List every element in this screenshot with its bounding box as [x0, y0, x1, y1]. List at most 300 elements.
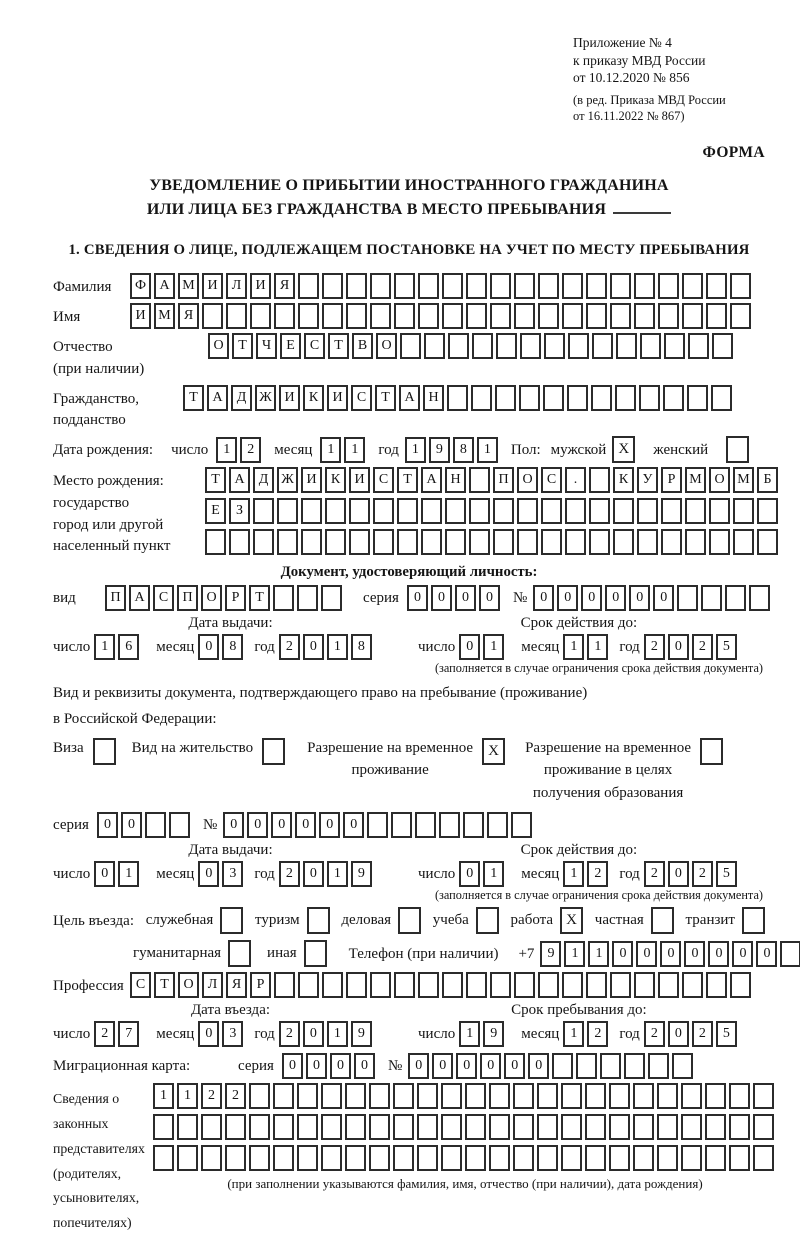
char-cell[interactable]: [321, 1114, 342, 1140]
char-cell[interactable]: 0: [636, 941, 657, 967]
char-cell[interactable]: [705, 1114, 726, 1140]
char-cell[interactable]: [729, 1114, 750, 1140]
char-cell[interactable]: [709, 529, 730, 555]
char-cell[interactable]: 8: [222, 634, 243, 660]
char-cell[interactable]: [466, 303, 487, 329]
char-cell[interactable]: [469, 467, 490, 493]
char-cell[interactable]: [657, 1145, 678, 1171]
char-cell[interactable]: 2: [587, 861, 608, 887]
char-cell[interactable]: [657, 1114, 678, 1140]
char-cell[interactable]: Д: [253, 467, 274, 493]
char-cell[interactable]: [489, 1083, 510, 1109]
char-cell[interactable]: [688, 333, 709, 359]
char-cell[interactable]: [537, 1083, 558, 1109]
char-cell[interactable]: [297, 1145, 318, 1171]
char-cell[interactable]: [202, 303, 223, 329]
char-cell[interactable]: 0: [612, 941, 633, 967]
char-cell[interactable]: 0: [223, 812, 244, 838]
char-cell[interactable]: [712, 333, 733, 359]
char-cell[interactable]: [586, 303, 607, 329]
char-cell[interactable]: 1: [477, 437, 498, 463]
char-cell[interactable]: 0: [668, 1021, 689, 1047]
char-cell[interactable]: [706, 303, 727, 329]
char-cell[interactable]: [226, 303, 247, 329]
humanitarian-checkbox[interactable]: [228, 940, 251, 967]
char-cell[interactable]: [682, 303, 703, 329]
char-cell[interactable]: [442, 303, 463, 329]
char-cell[interactable]: [701, 585, 722, 611]
char-cell[interactable]: [249, 1083, 270, 1109]
char-cell[interactable]: [565, 529, 586, 555]
business-checkbox[interactable]: [220, 907, 243, 934]
char-cell[interactable]: 8: [453, 437, 474, 463]
char-cell[interactable]: 2: [692, 861, 713, 887]
char-cell[interactable]: 6: [118, 634, 139, 660]
char-cell[interactable]: [513, 1083, 534, 1109]
char-cell[interactable]: [585, 1083, 606, 1109]
char-cell[interactable]: [345, 1145, 366, 1171]
char-cell[interactable]: 0: [668, 634, 689, 660]
char-cell[interactable]: [394, 273, 415, 299]
char-cell[interactable]: [463, 812, 484, 838]
char-cell[interactable]: [672, 1053, 693, 1079]
char-cell[interactable]: [370, 972, 391, 998]
char-cell[interactable]: 0: [198, 634, 219, 660]
char-cell[interactable]: З: [229, 498, 250, 524]
char-cell[interactable]: [490, 972, 511, 998]
char-cell[interactable]: [639, 385, 660, 411]
char-cell[interactable]: [346, 273, 367, 299]
char-cell[interactable]: Е: [280, 333, 301, 359]
char-cell[interactable]: [441, 1114, 462, 1140]
char-cell[interactable]: Ч: [256, 333, 277, 359]
char-cell[interactable]: [729, 1083, 750, 1109]
char-cell[interactable]: [301, 498, 322, 524]
char-cell[interactable]: [561, 1083, 582, 1109]
char-cell[interactable]: 2: [225, 1083, 246, 1109]
char-cell[interactable]: 0: [459, 634, 480, 660]
char-cell[interactable]: 1: [327, 861, 348, 887]
char-cell[interactable]: И: [279, 385, 300, 411]
char-cell[interactable]: [367, 812, 388, 838]
char-cell[interactable]: 0: [354, 1053, 375, 1079]
char-cell[interactable]: К: [303, 385, 324, 411]
char-cell[interactable]: [664, 333, 685, 359]
char-cell[interactable]: Т: [154, 972, 175, 998]
char-cell[interactable]: Р: [250, 972, 271, 998]
char-cell[interactable]: 0: [198, 1021, 219, 1047]
char-cell[interactable]: 1: [405, 437, 426, 463]
char-cell[interactable]: [576, 1053, 597, 1079]
residence-permit-checkbox[interactable]: [262, 738, 285, 765]
char-cell[interactable]: [634, 972, 655, 998]
char-cell[interactable]: [394, 972, 415, 998]
char-cell[interactable]: .: [565, 467, 586, 493]
char-cell[interactable]: [610, 972, 631, 998]
char-cell[interactable]: 2: [692, 634, 713, 660]
char-cell[interactable]: [249, 1145, 270, 1171]
char-cell[interactable]: 0: [303, 634, 324, 660]
char-cell[interactable]: [325, 498, 346, 524]
char-cell[interactable]: 1: [483, 634, 504, 660]
char-cell[interactable]: Я: [226, 972, 247, 998]
char-cell[interactable]: Л: [202, 972, 223, 998]
char-cell[interactable]: О: [709, 467, 730, 493]
char-cell[interactable]: [729, 1145, 750, 1171]
char-cell[interactable]: 9: [540, 941, 561, 967]
char-cell[interactable]: 1: [216, 437, 237, 463]
char-cell[interactable]: Н: [423, 385, 444, 411]
study-checkbox[interactable]: [476, 907, 499, 934]
char-cell[interactable]: [249, 1114, 270, 1140]
char-cell[interactable]: Т: [232, 333, 253, 359]
char-cell[interactable]: 2: [94, 1021, 115, 1047]
char-cell[interactable]: И: [301, 467, 322, 493]
char-cell[interactable]: [562, 273, 583, 299]
char-cell[interactable]: [489, 1145, 510, 1171]
char-cell[interactable]: 2: [692, 1021, 713, 1047]
char-cell[interactable]: 2: [240, 437, 261, 463]
char-cell[interactable]: [490, 303, 511, 329]
char-cell[interactable]: [417, 1114, 438, 1140]
char-cell[interactable]: [517, 498, 538, 524]
char-cell[interactable]: [753, 1114, 774, 1140]
char-cell[interactable]: К: [325, 467, 346, 493]
char-cell[interactable]: 0: [629, 585, 650, 611]
char-cell[interactable]: [552, 1053, 573, 1079]
char-cell[interactable]: 1: [563, 634, 584, 660]
char-cell[interactable]: 1: [94, 634, 115, 660]
char-cell[interactable]: 1: [153, 1083, 174, 1109]
char-cell[interactable]: [273, 585, 294, 611]
char-cell[interactable]: [609, 1114, 630, 1140]
temp-permit-checkbox[interactable]: X: [482, 738, 505, 765]
char-cell[interactable]: У: [637, 467, 658, 493]
char-cell[interactable]: 8: [351, 634, 372, 660]
char-cell[interactable]: 1: [459, 1021, 480, 1047]
char-cell[interactable]: [322, 303, 343, 329]
char-cell[interactable]: 5: [716, 861, 737, 887]
char-cell[interactable]: [682, 273, 703, 299]
char-cell[interactable]: 0: [668, 861, 689, 887]
char-cell[interactable]: [609, 1083, 630, 1109]
char-cell[interactable]: А: [154, 273, 175, 299]
char-cell[interactable]: [417, 1145, 438, 1171]
char-cell[interactable]: [685, 498, 706, 524]
char-cell[interactable]: 0: [121, 812, 142, 838]
char-cell[interactable]: Н: [445, 467, 466, 493]
char-cell[interactable]: 0: [557, 585, 578, 611]
char-cell[interactable]: 5: [716, 634, 737, 660]
char-cell[interactable]: [349, 498, 370, 524]
char-cell[interactable]: [253, 498, 274, 524]
char-cell[interactable]: [538, 273, 559, 299]
char-cell[interactable]: П: [177, 585, 198, 611]
char-cell[interactable]: [753, 1083, 774, 1109]
char-cell[interactable]: [511, 812, 532, 838]
char-cell[interactable]: [325, 529, 346, 555]
char-cell[interactable]: [634, 303, 655, 329]
char-cell[interactable]: 0: [306, 1053, 327, 1079]
char-cell[interactable]: К: [613, 467, 634, 493]
sex-female-checkbox[interactable]: [726, 436, 749, 463]
char-cell[interactable]: 2: [587, 1021, 608, 1047]
char-cell[interactable]: [610, 273, 631, 299]
char-cell[interactable]: [298, 273, 319, 299]
char-cell[interactable]: [514, 972, 535, 998]
char-cell[interactable]: М: [733, 467, 754, 493]
char-cell[interactable]: [394, 303, 415, 329]
char-cell[interactable]: [561, 1145, 582, 1171]
char-cell[interactable]: [711, 385, 732, 411]
char-cell[interactable]: М: [685, 467, 706, 493]
private-checkbox[interactable]: [651, 907, 674, 934]
char-cell[interactable]: 0: [480, 1053, 501, 1079]
char-cell[interactable]: О: [517, 467, 538, 493]
char-cell[interactable]: П: [493, 467, 514, 493]
char-cell[interactable]: [273, 1145, 294, 1171]
char-cell[interactable]: 2: [279, 1021, 300, 1047]
char-cell[interactable]: [592, 333, 613, 359]
commercial-checkbox[interactable]: [398, 907, 421, 934]
char-cell[interactable]: [322, 273, 343, 299]
char-cell[interactable]: М: [178, 273, 199, 299]
char-cell[interactable]: [705, 1145, 726, 1171]
char-cell[interactable]: [565, 498, 586, 524]
transit-checkbox[interactable]: [742, 907, 765, 934]
char-cell[interactable]: [229, 529, 250, 555]
char-cell[interactable]: [297, 1083, 318, 1109]
char-cell[interactable]: [591, 385, 612, 411]
char-cell[interactable]: [544, 333, 565, 359]
char-cell[interactable]: [490, 273, 511, 299]
char-cell[interactable]: [706, 273, 727, 299]
char-cell[interactable]: [439, 812, 460, 838]
char-cell[interactable]: 0: [432, 1053, 453, 1079]
char-cell[interactable]: Т: [397, 467, 418, 493]
char-cell[interactable]: 9: [351, 1021, 372, 1047]
char-cell[interactable]: 0: [330, 1053, 351, 1079]
char-cell[interactable]: [513, 1114, 534, 1140]
char-cell[interactable]: 0: [456, 1053, 477, 1079]
char-cell[interactable]: [201, 1145, 222, 1171]
char-cell[interactable]: 0: [459, 861, 480, 887]
char-cell[interactable]: С: [373, 467, 394, 493]
char-cell[interactable]: 0: [319, 812, 340, 838]
char-cell[interactable]: 0: [431, 585, 452, 611]
char-cell[interactable]: Т: [205, 467, 226, 493]
char-cell[interactable]: [369, 1083, 390, 1109]
char-cell[interactable]: С: [130, 972, 151, 998]
char-cell[interactable]: [397, 529, 418, 555]
char-cell[interactable]: 0: [295, 812, 316, 838]
char-cell[interactable]: [677, 585, 698, 611]
char-cell[interactable]: 0: [684, 941, 705, 967]
char-cell[interactable]: [585, 1145, 606, 1171]
char-cell[interactable]: [277, 498, 298, 524]
char-cell[interactable]: Я: [274, 273, 295, 299]
char-cell[interactable]: 1: [327, 634, 348, 660]
char-cell[interactable]: [466, 972, 487, 998]
char-cell[interactable]: [520, 333, 541, 359]
char-cell[interactable]: [640, 333, 661, 359]
char-cell[interactable]: 1: [588, 941, 609, 967]
char-cell[interactable]: [201, 1114, 222, 1140]
char-cell[interactable]: [538, 303, 559, 329]
char-cell[interactable]: [321, 1083, 342, 1109]
char-cell[interactable]: [633, 1145, 654, 1171]
char-cell[interactable]: [757, 498, 778, 524]
char-cell[interactable]: 0: [407, 585, 428, 611]
char-cell[interactable]: [709, 498, 730, 524]
char-cell[interactable]: 1: [320, 437, 341, 463]
char-cell[interactable]: [658, 303, 679, 329]
char-cell[interactable]: И: [130, 303, 151, 329]
char-cell[interactable]: 2: [644, 861, 665, 887]
char-cell[interactable]: [298, 303, 319, 329]
char-cell[interactable]: [145, 812, 166, 838]
char-cell[interactable]: [373, 498, 394, 524]
char-cell[interactable]: С: [541, 467, 562, 493]
char-cell[interactable]: [589, 467, 610, 493]
char-cell[interactable]: [589, 498, 610, 524]
char-cell[interactable]: [561, 1114, 582, 1140]
char-cell[interactable]: А: [229, 467, 250, 493]
char-cell[interactable]: [658, 972, 679, 998]
char-cell[interactable]: [441, 1145, 462, 1171]
char-cell[interactable]: [487, 812, 508, 838]
char-cell[interactable]: [493, 498, 514, 524]
char-cell[interactable]: [637, 498, 658, 524]
char-cell[interactable]: [780, 941, 800, 967]
char-cell[interactable]: [471, 385, 492, 411]
char-cell[interactable]: [465, 1114, 486, 1140]
char-cell[interactable]: [373, 529, 394, 555]
char-cell[interactable]: [349, 529, 370, 555]
char-cell[interactable]: [637, 529, 658, 555]
char-cell[interactable]: [397, 498, 418, 524]
visa-checkbox[interactable]: [93, 738, 116, 765]
char-cell[interactable]: [445, 498, 466, 524]
char-cell[interactable]: [345, 1114, 366, 1140]
char-cell[interactable]: [706, 972, 727, 998]
char-cell[interactable]: [513, 1145, 534, 1171]
char-cell[interactable]: [681, 1083, 702, 1109]
char-cell[interactable]: 0: [504, 1053, 525, 1079]
char-cell[interactable]: [589, 529, 610, 555]
char-cell[interactable]: 0: [97, 812, 118, 838]
char-cell[interactable]: [609, 1145, 630, 1171]
char-cell[interactable]: [568, 333, 589, 359]
char-cell[interactable]: [273, 1083, 294, 1109]
char-cell[interactable]: [421, 529, 442, 555]
char-cell[interactable]: А: [399, 385, 420, 411]
char-cell[interactable]: А: [421, 467, 442, 493]
char-cell[interactable]: [250, 303, 271, 329]
sex-male-checkbox[interactable]: X: [612, 436, 635, 463]
char-cell[interactable]: О: [208, 333, 229, 359]
char-cell[interactable]: [400, 333, 421, 359]
char-cell[interactable]: 0: [653, 585, 674, 611]
char-cell[interactable]: [346, 303, 367, 329]
char-cell[interactable]: 1: [563, 861, 584, 887]
char-cell[interactable]: 0: [732, 941, 753, 967]
char-cell[interactable]: 0: [198, 861, 219, 887]
char-cell[interactable]: 0: [455, 585, 476, 611]
char-cell[interactable]: 0: [660, 941, 681, 967]
char-cell[interactable]: 7: [118, 1021, 139, 1047]
char-cell[interactable]: 0: [479, 585, 500, 611]
char-cell[interactable]: [705, 1083, 726, 1109]
char-cell[interactable]: [585, 1114, 606, 1140]
char-cell[interactable]: 0: [94, 861, 115, 887]
char-cell[interactable]: О: [376, 333, 397, 359]
char-cell[interactable]: [663, 385, 684, 411]
char-cell[interactable]: [225, 1145, 246, 1171]
char-cell[interactable]: [613, 498, 634, 524]
char-cell[interactable]: 0: [581, 585, 602, 611]
char-cell[interactable]: [562, 972, 583, 998]
char-cell[interactable]: [441, 1083, 462, 1109]
char-cell[interactable]: 9: [429, 437, 450, 463]
char-cell[interactable]: Б: [757, 467, 778, 493]
char-cell[interactable]: 1: [327, 1021, 348, 1047]
char-cell[interactable]: А: [207, 385, 228, 411]
work-checkbox[interactable]: X: [560, 907, 583, 934]
char-cell[interactable]: [661, 498, 682, 524]
char-cell[interactable]: [541, 529, 562, 555]
char-cell[interactable]: 0: [343, 812, 364, 838]
char-cell[interactable]: [633, 1114, 654, 1140]
char-cell[interactable]: [733, 529, 754, 555]
char-cell[interactable]: 1: [118, 861, 139, 887]
char-cell[interactable]: 1: [177, 1083, 198, 1109]
char-cell[interactable]: [321, 585, 342, 611]
char-cell[interactable]: [442, 972, 463, 998]
char-cell[interactable]: [253, 529, 274, 555]
char-cell[interactable]: [610, 303, 631, 329]
char-cell[interactable]: 0: [282, 1053, 303, 1079]
char-cell[interactable]: Л: [226, 273, 247, 299]
char-cell[interactable]: [725, 585, 746, 611]
char-cell[interactable]: [418, 303, 439, 329]
char-cell[interactable]: [624, 1053, 645, 1079]
char-cell[interactable]: [613, 529, 634, 555]
char-cell[interactable]: 2: [279, 634, 300, 660]
char-cell[interactable]: [749, 585, 770, 611]
char-cell[interactable]: [273, 1114, 294, 1140]
char-cell[interactable]: [600, 1053, 621, 1079]
char-cell[interactable]: [541, 498, 562, 524]
char-cell[interactable]: Т: [249, 585, 270, 611]
char-cell[interactable]: [418, 273, 439, 299]
char-cell[interactable]: 1: [563, 1021, 584, 1047]
char-cell[interactable]: Р: [661, 467, 682, 493]
char-cell[interactable]: [757, 529, 778, 555]
char-cell[interactable]: [225, 1114, 246, 1140]
char-cell[interactable]: [681, 1145, 702, 1171]
char-cell[interactable]: [753, 1145, 774, 1171]
char-cell[interactable]: [657, 1083, 678, 1109]
char-cell[interactable]: [658, 273, 679, 299]
char-cell[interactable]: [297, 585, 318, 611]
char-cell[interactable]: И: [202, 273, 223, 299]
char-cell[interactable]: 3: [222, 1021, 243, 1047]
char-cell[interactable]: [442, 273, 463, 299]
char-cell[interactable]: 2: [279, 861, 300, 887]
char-cell[interactable]: [298, 972, 319, 998]
char-cell[interactable]: Ф: [130, 273, 151, 299]
